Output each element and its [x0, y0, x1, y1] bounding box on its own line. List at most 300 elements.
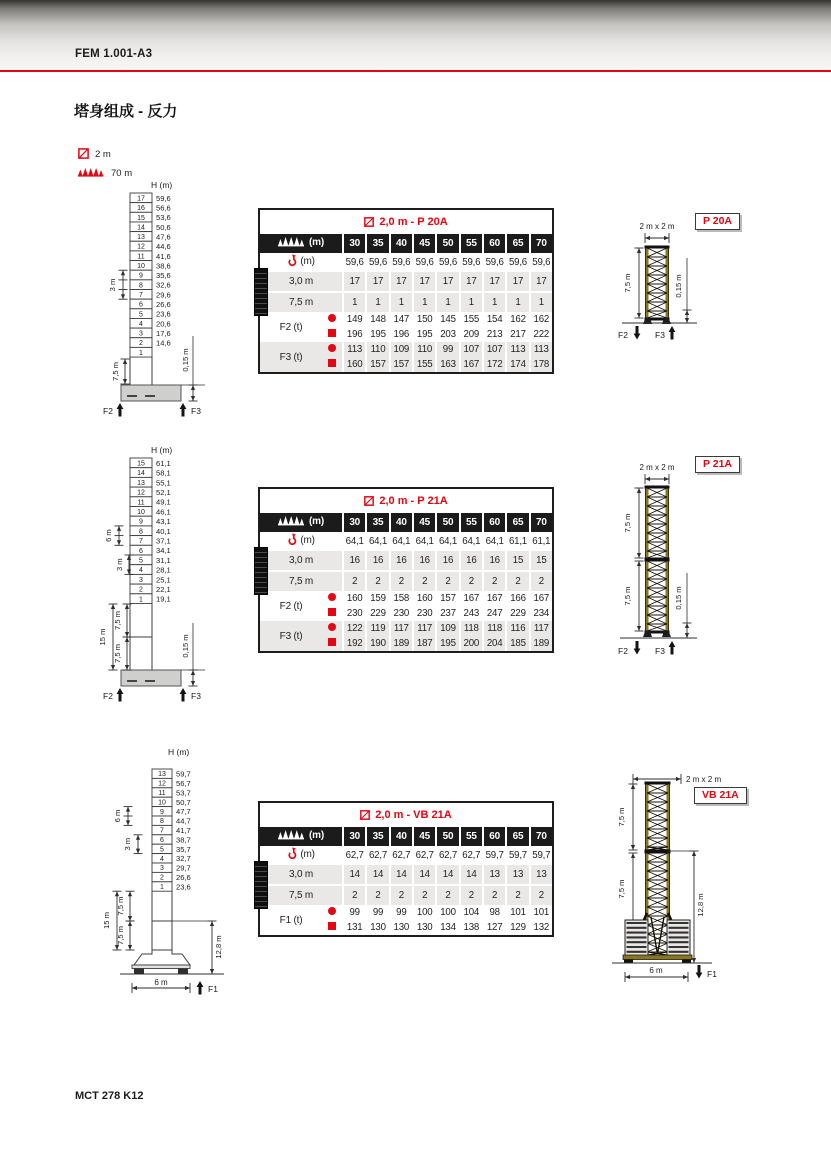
segment-number: 3: [160, 865, 164, 873]
hook-height-value: 59,6: [505, 253, 528, 272]
hook-height-value: 62,7: [412, 846, 435, 865]
force-value: 230: [412, 606, 435, 621]
force-value: 160: [412, 591, 435, 606]
force-value: 154: [482, 312, 505, 327]
force-label: F2 (t): [279, 600, 303, 612]
mast-count-value: 14: [435, 865, 458, 884]
reaction-table-p21a: [258, 487, 554, 653]
force-row: [260, 621, 552, 636]
jib-length-value: 55: [459, 513, 482, 532]
segment-height: 22,1: [156, 585, 171, 594]
mast-count-value: 2: [482, 570, 505, 591]
hook-height-label: [260, 253, 342, 272]
force-value: 109: [435, 621, 458, 636]
load-table: [260, 513, 552, 651]
mast-count-value: 1: [482, 291, 505, 312]
hook-height-value: 62,7: [459, 846, 482, 865]
marker-square-icon: [322, 636, 342, 651]
hook-unit: (m): [300, 848, 315, 860]
jib-icon: [278, 516, 306, 526]
force-arrow: [117, 688, 124, 702]
dim-label: 7,5 m: [623, 513, 632, 533]
dim-label: 6 m: [113, 809, 122, 823]
segment-number: 8: [139, 282, 143, 290]
force-row: [260, 905, 552, 920]
segment-height: 20,6: [156, 319, 171, 329]
force-value: 196: [342, 327, 365, 342]
hook-height-value: 59,7: [505, 846, 528, 865]
marker-square-icon: [322, 327, 342, 342]
force-value: 129: [505, 920, 528, 935]
hook-height-row: [260, 253, 552, 272]
segment-height: 50,7: [176, 797, 191, 807]
label: F2: [103, 691, 113, 701]
mast-count-value: 13: [482, 865, 505, 884]
mast-count-value: 2: [342, 884, 365, 905]
label: F2: [618, 646, 628, 656]
mast-count-value: 1: [389, 291, 412, 312]
label: F3: [191, 691, 201, 701]
mast-count-value: 2: [459, 570, 482, 591]
hook-height-value: 62,7: [435, 846, 458, 865]
force-arrow: [197, 981, 204, 995]
force-arrow: [669, 641, 676, 655]
segment-height: 40,1: [156, 526, 171, 536]
force-value: 167: [529, 591, 552, 606]
mast-count-value: 16: [435, 551, 458, 570]
segment-number: 10: [158, 799, 166, 807]
force-value: 138: [459, 920, 482, 935]
force-value: 99: [435, 342, 458, 357]
mast-count-value: 15: [529, 551, 552, 570]
jib-length-value: 45: [412, 827, 435, 846]
segment-height: 34,1: [156, 546, 171, 556]
force-arrow: [117, 403, 124, 417]
force-value: 122: [342, 621, 365, 636]
dim-label: 0,15 m: [181, 348, 190, 372]
force-value: 130: [365, 920, 388, 935]
label: F3: [655, 646, 665, 656]
header-band: [0, 0, 831, 72]
jib-length-value: 60: [482, 513, 505, 532]
hook-height-value: 64,1: [342, 532, 365, 551]
row-label: 7,5 m: [260, 884, 342, 905]
mast-count-value: 14: [342, 865, 365, 884]
marker-circle-icon: [322, 591, 342, 606]
mast-count-value: 13: [529, 865, 552, 884]
dim-label: 7,5 m: [623, 586, 632, 606]
jib-unit: (m): [309, 829, 324, 841]
mast-section-icon: [360, 810, 370, 820]
jib-length-value: 70: [529, 234, 552, 253]
segment-height: 29,6: [156, 290, 171, 300]
hook-height-value: 59,6: [482, 253, 505, 272]
row-label: 7,5 m: [260, 570, 342, 591]
force-value: 149: [342, 312, 365, 327]
table-title: [260, 489, 552, 513]
force-value: 229: [365, 606, 388, 621]
hook-height-value: 59,6: [389, 253, 412, 272]
force-value: 200: [459, 636, 482, 651]
force-arrow: [180, 403, 187, 417]
jib-length-header: [260, 513, 342, 532]
force-value: 187: [412, 636, 435, 651]
badge-p21a: P 21A: [695, 456, 740, 473]
force-value: 185: [505, 636, 528, 651]
label: F2: [618, 330, 628, 340]
mast-count-value: 2: [505, 884, 528, 905]
mast-count-value: 1: [459, 291, 482, 312]
force-value: 155: [459, 312, 482, 327]
mast-count-value: 1: [529, 291, 552, 312]
segment-number: 12: [137, 489, 145, 497]
segment-height: 56,6: [156, 203, 171, 213]
segment-number: 17: [137, 195, 145, 203]
jib-length-value: 70: [529, 827, 552, 846]
label: F3: [191, 406, 201, 416]
force-value: 110: [412, 342, 435, 357]
jib-length-value: 35: [365, 513, 388, 532]
height-axis-label: H (m): [168, 747, 190, 757]
table-header-row: [260, 513, 552, 532]
jib-length-value: 70: [529, 513, 552, 532]
jib-icon: [278, 830, 306, 840]
hook-height-value: 62,7: [389, 846, 412, 865]
mast-count-value: 16: [459, 551, 482, 570]
force-value: 158: [389, 591, 412, 606]
jib-length-value: 30: [342, 234, 365, 253]
force-value: 209: [459, 327, 482, 342]
force-value: 195: [365, 327, 388, 342]
dim-label: 3 m: [123, 837, 132, 851]
segment-height: 41,7: [176, 826, 191, 835]
segment-height: 43,1: [156, 517, 171, 527]
mast-count-value: 2: [412, 570, 435, 591]
segment-height: 35,6: [156, 271, 171, 281]
mast-top-dim: 2 m x 2 m: [639, 222, 675, 231]
force-value: 162: [505, 312, 528, 327]
segment-number: 15: [137, 460, 145, 468]
segment-number: 8: [139, 528, 143, 536]
segment-height: 38,7: [176, 835, 191, 845]
force-value: 195: [435, 636, 458, 651]
force-value: 196: [389, 327, 412, 342]
force-value: 130: [412, 920, 435, 935]
height-axis-label: H (m): [151, 445, 173, 455]
force-value: 167: [482, 591, 505, 606]
segment-number: 2: [160, 874, 164, 882]
segment-number: 5: [160, 846, 164, 854]
hook-icon: [287, 533, 298, 547]
mast-top-dim: 2 m x 2 m: [639, 463, 675, 472]
force-value: 160: [342, 591, 365, 606]
force-value: 247: [482, 606, 505, 621]
force-value: 132: [529, 920, 552, 935]
mast-count-value: 17: [365, 272, 388, 291]
force-value: 192: [342, 636, 365, 651]
jib-length-value: 50: [435, 827, 458, 846]
segment-number: 5: [139, 557, 143, 565]
segment-height: 17,6: [156, 328, 171, 338]
segment-height: 59,6: [156, 193, 171, 203]
badge-p20a: P 20A: [695, 213, 740, 230]
dim-label: 15 m: [98, 628, 107, 646]
jib-length-value: 50: [435, 513, 458, 532]
segment-number: 6: [139, 301, 143, 309]
force-label: F1 (t): [279, 914, 303, 926]
hook-height-label: [260, 532, 342, 551]
dim-label: 6 m: [104, 529, 113, 542]
dim-label: 7,5 m: [116, 926, 125, 945]
hook-icon: [287, 847, 298, 861]
segment-height: 41,6: [156, 251, 171, 261]
mast-7m-row: [260, 291, 552, 312]
segment-number: 4: [139, 320, 143, 328]
force-value: 174: [505, 357, 528, 372]
segment-number: 3: [139, 576, 143, 584]
force-value: 113: [505, 342, 528, 357]
jib-length-value: 40: [389, 234, 412, 253]
segment-number: 1: [139, 596, 143, 604]
force-arrow: [696, 965, 703, 979]
force-value: 117: [412, 621, 435, 636]
hook-height-value: 61,1: [505, 532, 528, 551]
force-value: 117: [389, 621, 412, 636]
force-value: 166: [505, 591, 528, 606]
force-value: 157: [389, 357, 412, 372]
dim-label: 0,15 m: [674, 586, 683, 610]
segment-height: 53,6: [156, 213, 171, 223]
jib-length-value: 40: [389, 827, 412, 846]
table-title-text: 2,0 m - P 21A: [379, 495, 448, 507]
force-value: 243: [459, 606, 482, 621]
force-value: 116: [505, 621, 528, 636]
mast-sections-icon: [254, 547, 268, 595]
dim-label: 3 m: [108, 278, 117, 292]
marker-square-icon: [322, 920, 342, 935]
mast-drawing-p20a: [612, 210, 757, 350]
force-value: 104: [459, 905, 482, 920]
force-arrow: [669, 326, 676, 340]
force-label: F3 (t): [260, 342, 322, 372]
dim-label: 0,15 m: [674, 274, 683, 298]
segment-height: 53,7: [176, 788, 191, 798]
hook-height-value: 64,1: [482, 532, 505, 551]
force-value: 162: [529, 312, 552, 327]
segment-number: 9: [139, 518, 143, 526]
segment-number: 10: [137, 263, 145, 270]
force-value: 155: [412, 357, 435, 372]
hook-height-value: 64,1: [389, 532, 412, 551]
jib-length-value: 55: [459, 234, 482, 253]
mast-count-value: 16: [342, 551, 365, 570]
jib-length-value: 35: [365, 234, 388, 253]
mast-top-dim: 2 m x 2 m: [686, 775, 722, 784]
segment-number: 2: [139, 340, 143, 348]
force-value: 107: [459, 342, 482, 357]
mast-sections-icon: [254, 268, 268, 316]
segment-number: 1: [139, 349, 143, 357]
segment-height: 32,6: [156, 280, 171, 290]
mast-count-value: 2: [505, 570, 528, 591]
doc-number: MCT 278 K12: [75, 1090, 144, 1102]
jib-length-value: 65: [505, 513, 528, 532]
tower-diagram-vb21a: [72, 745, 257, 1005]
mast-7m-row: [260, 570, 552, 591]
hook-unit: (m): [300, 255, 315, 267]
segment-number: 11: [137, 499, 145, 507]
segment-height: 23,6: [176, 882, 191, 892]
segment-number: 7: [160, 827, 164, 835]
segment-height: 37,1: [156, 536, 171, 546]
hook-unit: (m): [300, 534, 315, 546]
mast-count-value: 2: [435, 570, 458, 591]
hook-height-value: 64,1: [459, 532, 482, 551]
force-value: 204: [482, 636, 505, 651]
force-value: 178: [529, 357, 552, 372]
force-value: 101: [505, 905, 528, 920]
mast-count-value: 2: [412, 884, 435, 905]
row-label: 3,0 m: [260, 272, 342, 291]
force-value: 222: [529, 327, 552, 342]
table-title: [260, 803, 552, 827]
segment-number: 7: [139, 538, 143, 546]
segment-number: 2: [139, 586, 143, 594]
force-arrow: [634, 641, 641, 655]
marker-square-icon: [322, 606, 342, 621]
segment-number: 13: [158, 771, 166, 779]
mast-count-value: 16: [412, 551, 435, 570]
hook-height-value: 61,1: [529, 532, 552, 551]
force-value: 117: [529, 621, 552, 636]
mast-count-value: 13: [505, 865, 528, 884]
force-arrow: [180, 688, 187, 702]
force-value: 167: [459, 591, 482, 606]
hook-height-label: [260, 846, 342, 865]
jib-length-value: 65: [505, 234, 528, 253]
mast-count-value: 17: [505, 272, 528, 291]
segment-number: 11: [137, 253, 145, 261]
segment-number: 9: [160, 808, 164, 816]
force-value: 119: [365, 621, 388, 636]
hook-height-value: 59,6: [435, 253, 458, 272]
label: F1: [707, 969, 717, 979]
segment-number: 6: [160, 837, 164, 844]
segment-number: 1: [160, 884, 164, 891]
segment-number: 3: [139, 330, 143, 338]
force-value: 167: [459, 357, 482, 372]
mast-sections-icon: [254, 861, 268, 909]
force-value: 190: [365, 636, 388, 651]
force-value: 110: [365, 342, 388, 357]
force-value: 213: [482, 327, 505, 342]
mast-count-value: 1: [435, 291, 458, 312]
mast-count-value: 17: [412, 272, 435, 291]
force-value: 172: [482, 357, 505, 372]
segment-height: 44,6: [156, 242, 171, 252]
mast-3m-row: [260, 272, 552, 291]
mast-count-value: 14: [459, 865, 482, 884]
mast-count-value: 1: [412, 291, 435, 312]
jib-length-value: 65: [505, 827, 528, 846]
segment-number: 11: [158, 790, 166, 797]
force-value: 107: [482, 342, 505, 357]
segment-height: 59,7: [176, 769, 191, 779]
segment-height: 38,6: [156, 261, 171, 271]
marker-circle-icon: [322, 905, 342, 920]
segment-height: 35,7: [176, 844, 191, 854]
force-value: 217: [505, 327, 528, 342]
table-header-row: [260, 827, 552, 846]
segment-height: 47,6: [156, 232, 171, 242]
force-value: 100: [412, 905, 435, 920]
jib-length-value: 30: [342, 827, 365, 846]
row-label: 3,0 m: [260, 865, 342, 884]
hook-height-value: 64,1: [435, 532, 458, 551]
segment-number: 4: [139, 567, 143, 575]
segment-number: 9: [139, 272, 143, 280]
legend-mast-row: [78, 145, 132, 164]
segment-number: 4: [160, 855, 164, 863]
dim-label: 6 m: [154, 978, 168, 987]
force-value: 127: [482, 920, 505, 935]
force-label: F3 (t): [260, 621, 322, 651]
table-title-text: 2,0 m - VB 21A: [375, 809, 452, 821]
mast-count-value: 14: [412, 865, 435, 884]
segment-height: 29,7: [176, 863, 191, 873]
mast-count-value: 1: [505, 291, 528, 312]
legend-jib-label: 70 m: [111, 168, 133, 179]
label: F1: [208, 984, 218, 994]
doc-reference: FEM 1.001-A3: [75, 48, 153, 60]
segment-number: 8: [160, 818, 164, 826]
dim-label: 6 m: [649, 966, 663, 975]
force-value: 189: [529, 636, 552, 651]
hook-height-value: 59,6: [529, 253, 552, 272]
page-title: 塔身组成 - 反力: [74, 103, 178, 120]
force-value: 109: [389, 342, 412, 357]
hook-height-value: 64,1: [412, 532, 435, 551]
force-value: 230: [389, 606, 412, 621]
segment-height: 26,6: [176, 873, 191, 882]
force-value: 157: [435, 591, 458, 606]
marker-circle-icon: [322, 342, 342, 357]
badge-vb21a: VB 21A: [694, 787, 747, 804]
label: F3: [655, 330, 665, 340]
hook-height-value: 59,6: [342, 253, 365, 272]
force-value: 159: [365, 591, 388, 606]
mast-count-value: 17: [435, 272, 458, 291]
table-title-text: 2,0 m - P 20A: [379, 216, 448, 228]
jib-length-value: 35: [365, 827, 388, 846]
mast-count-value: 17: [529, 272, 552, 291]
segment-height: 14,6: [156, 338, 171, 348]
segment-height: 50,6: [156, 222, 171, 232]
mast-count-value: 2: [529, 884, 552, 905]
segment-number: 6: [139, 547, 143, 555]
load-table: [260, 827, 552, 935]
hook-height-value: 59,6: [365, 253, 388, 272]
dim-label: 12,8 m: [696, 893, 705, 917]
marker-square-icon: [322, 357, 342, 372]
mast-count-value: 14: [365, 865, 388, 884]
mast-section-icon: [364, 217, 374, 227]
mast-count-value: 2: [435, 884, 458, 905]
jib-length-header: [260, 234, 342, 253]
mast-count-value: 2: [342, 570, 365, 591]
segment-number: 15: [137, 214, 145, 222]
mast-section-icon: [78, 148, 89, 162]
